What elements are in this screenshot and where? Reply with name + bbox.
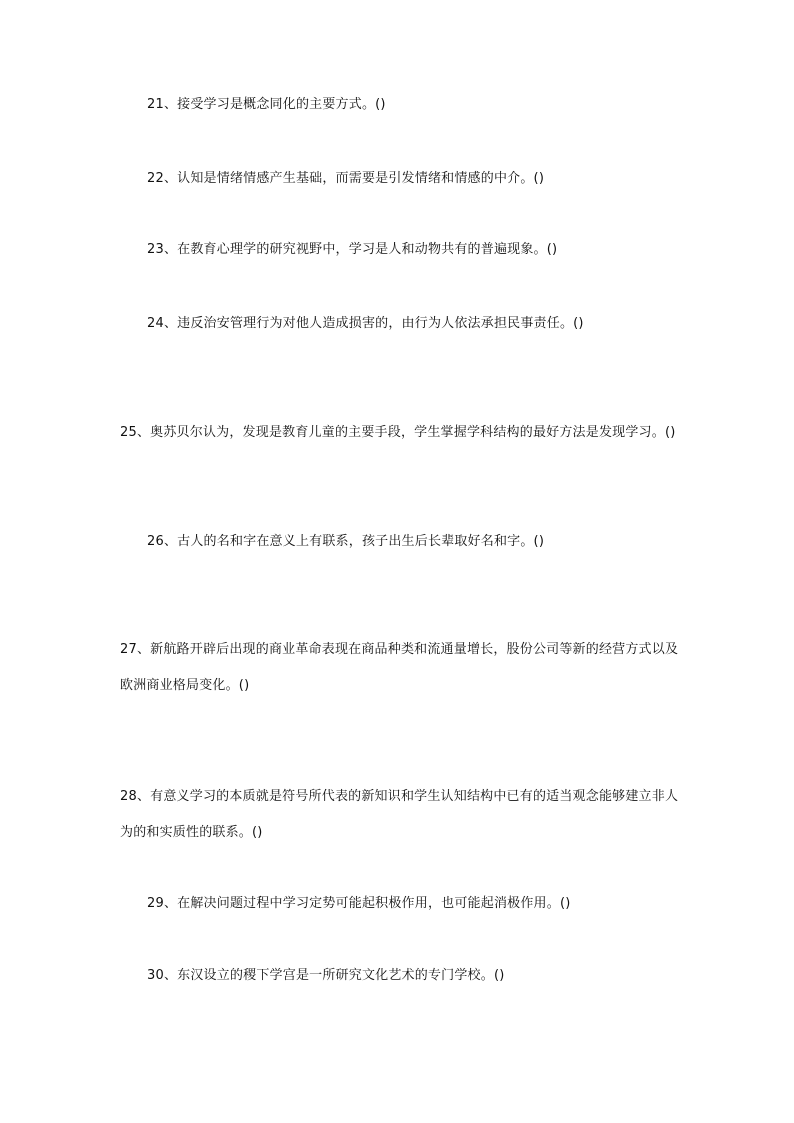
question-24: 24、违反治安管理行为对他人造成损害的，由行为人依法承担民事责任。(): [147, 316, 584, 331]
question-25: 25、奥苏贝尔认为，发现是教育儿童的主要手段，学生掌握学科结构的最好方法是发现学习。(): [120, 425, 676, 440]
question-27: 27、新航路开辟后出现的商业革命表现在商品种类和流通量增长，股份公司等新的经营方式以及欧洲商业格局变化。(): [120, 642, 679, 693]
question-21: 21、接受学习是概念同化的主要方式。(): [147, 97, 386, 112]
question-29: 29、在解决问题过程中学习定势可能起积极作用，也可能起消极作用。(): [147, 896, 571, 911]
question-22: 22、认知是情绪情感产生基础，而需要是引发情绪和情感的中介。(): [147, 171, 545, 186]
question-26: 26、古人的名和字在意义上有联系，孩子出生后长辈取好名和字。(): [147, 534, 545, 549]
question-28: 28、有意义学习的本质就是符号所代表的新知识和学生认知结构中已有的适当观念能够建立非人为的和实质性的联系。(): [120, 789, 679, 840]
question-23: 23、在教育心理学的研究视野中，学习是人和动物共有的普遍现象。(): [147, 242, 558, 257]
question-30: 30、东汉设立的稷下学宫是一所研究文化艺术的专门学校。(): [147, 968, 505, 983]
